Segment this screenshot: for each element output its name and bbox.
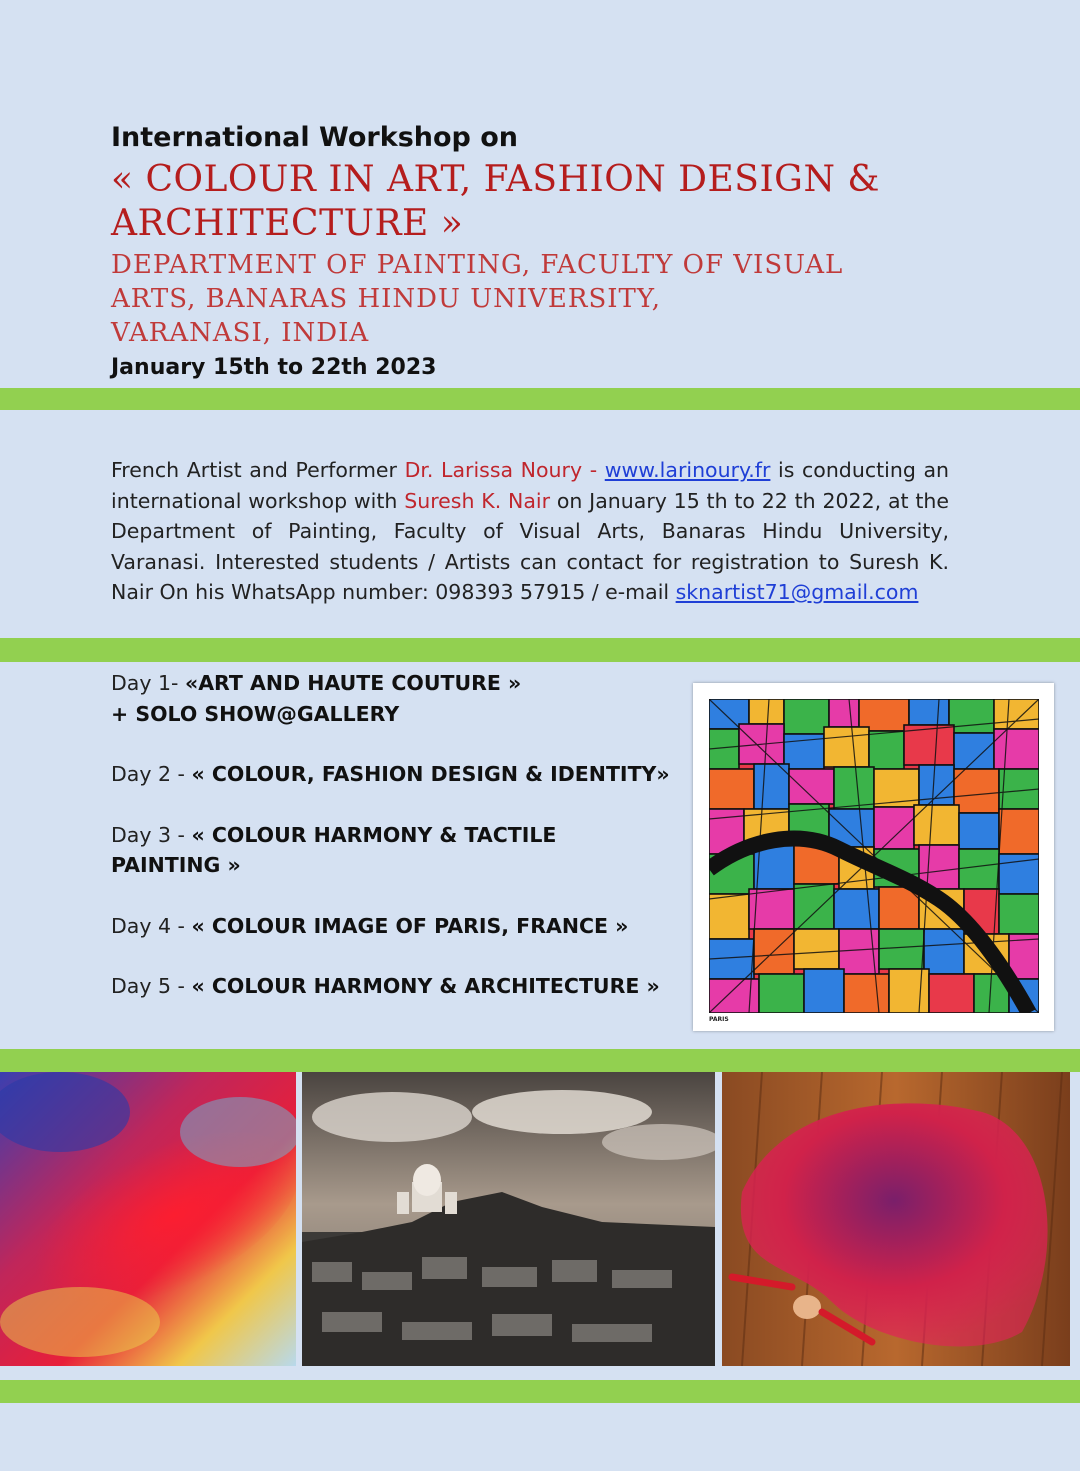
program-day-5 <box>111 971 671 1002</box>
intro-text-3: on January 15 th to 22 th 2022, at the Department of Painting, Faculty of Visual Arts, Banaras Hindu University, Varanasi. Interested students / Artists can contact for registration to Suresh K. Nair On his WhatsApp number: 098393 57915 / e-mail <box>111 488 949 604</box>
intro-dash: - <box>582 458 605 482</box>
fashion-performance-photo <box>722 1072 1070 1366</box>
day-5-title: « COLOUR HARMONY & ARCHITECTURE » <box>191 974 660 998</box>
abstract-painting-image <box>0 1072 296 1366</box>
paris-map-image <box>709 699 1039 1013</box>
intro-text-1: French Artist and Performer <box>111 458 405 482</box>
program-day-3 <box>111 820 581 881</box>
map-caption: PARIS <box>709 1016 729 1023</box>
header-intro-line: International Workshop on <box>111 122 519 153</box>
email-link[interactable]: sknartist71@gmail.com <box>675 580 919 604</box>
program-day-4 <box>111 911 671 942</box>
website-link[interactable]: www.larinoury.fr <box>604 458 771 482</box>
separator-band-1 <box>0 388 1080 410</box>
artist-name: Dr. Larissa Noury <box>404 458 583 482</box>
department <box>111 248 1011 350</box>
header <box>111 118 1011 386</box>
partner-name: Suresh K. Nair <box>404 488 551 513</box>
paris-map-artwork <box>693 683 1054 1031</box>
intro-paragraph <box>111 455 949 608</box>
day-3-title: « COLOUR HARMONY & TACTILE PAINTING » <box>111 822 557 877</box>
separator-band-3 <box>0 1049 1080 1072</box>
department-line-2: ARTS, BANARAS HINDU UNIVERSITY, <box>111 284 661 314</box>
day-2-prefix: Day 2 - <box>111 762 192 786</box>
intro-text-2: is conducting an international workshop with <box>111 458 949 513</box>
day-4-prefix: Day 4 - <box>111 913 192 938</box>
workshop-title: « COLOUR IN ART, FASHION DESIGN & ARCHITECTURE » <box>111 159 880 244</box>
day-1-title: «ART AND HAUTE COUTURE » <box>184 671 522 695</box>
day-1-extra: + SOLO SHOW@GALLERY <box>111 701 400 726</box>
fashion-performance-image <box>722 1072 1070 1366</box>
paris-skyline-photo <box>302 1072 715 1366</box>
separator-band-2 <box>0 638 1080 662</box>
day-3-prefix: Day 3 - <box>111 822 192 847</box>
program-day-2 <box>111 759 671 790</box>
department-line-1: DEPARTMENT OF PAINTING, FACULTY OF VISUAL <box>111 250 844 280</box>
day-5-prefix: Day 5 - <box>111 974 192 998</box>
day-1-prefix: Day 1- <box>111 671 185 695</box>
workshop-dates: January 15th to 22th 2023 <box>111 355 437 380</box>
separator-band-4 <box>0 1380 1080 1403</box>
program-day-1 <box>111 668 671 729</box>
paris-skyline-image <box>302 1072 715 1366</box>
day-2-title: « COLOUR, FASHION DESIGN & IDENTITY» <box>191 762 670 786</box>
day-4-title: « COLOUR IMAGE OF PARIS, FRANCE » <box>191 913 629 938</box>
abstract-painting-photo <box>0 1072 296 1366</box>
department-line-3: VARANASI, INDIA <box>111 318 370 348</box>
program-list <box>111 668 671 1032</box>
